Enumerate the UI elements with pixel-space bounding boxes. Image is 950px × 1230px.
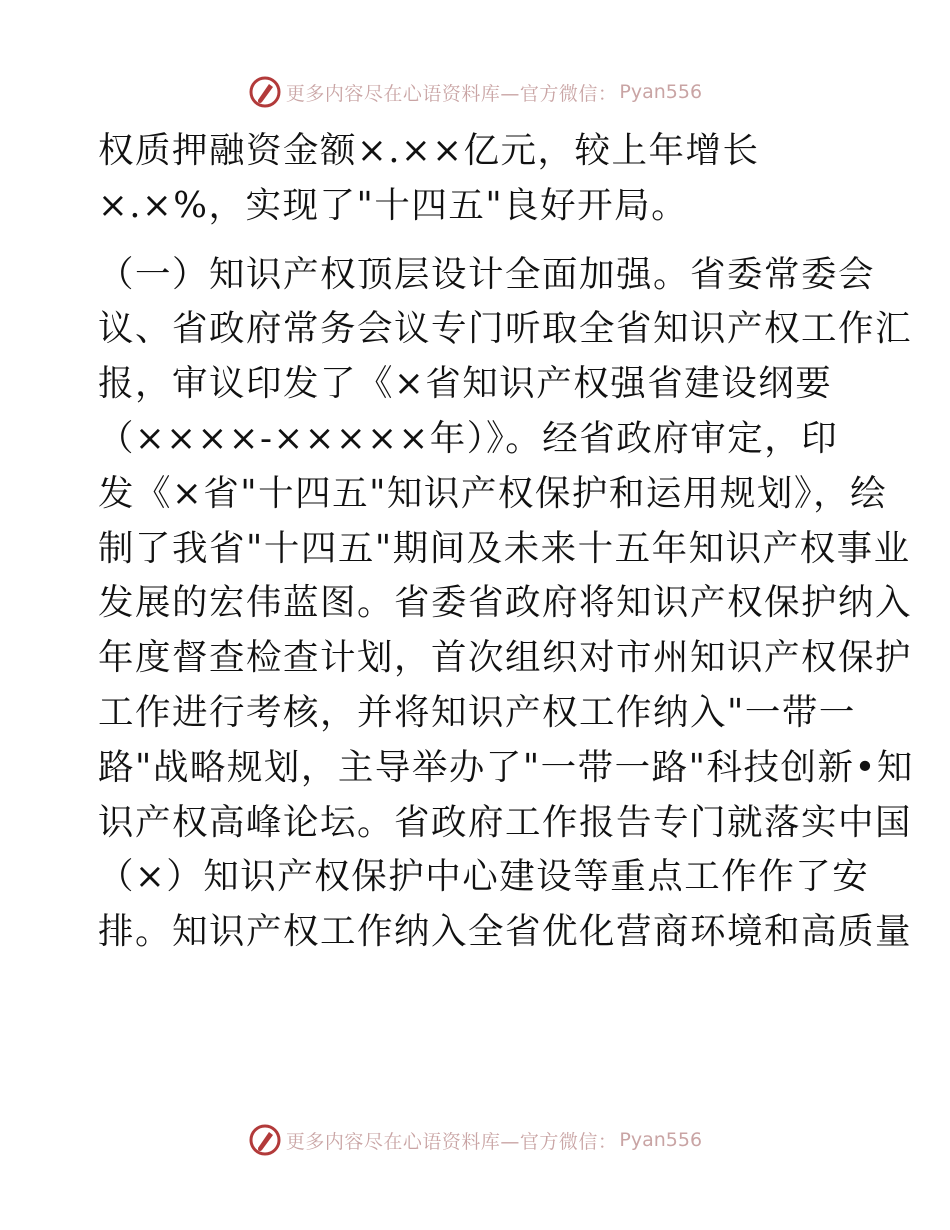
- text-line: 识产权高峰论坛。省政府工作报告专门就落实中国: [98, 801, 913, 843]
- text-line: 发《×省"十四五"知识产权保护和运用规划》，绘: [98, 472, 888, 514]
- watermark-account: Pyan556: [619, 1129, 703, 1151]
- pen-nib-circle-icon: [248, 1123, 282, 1157]
- text-line: 年度督查检查计划，首次组织对市州知识产权保护: [98, 637, 913, 679]
- text-line: 工作进行考核，并将知识产权工作纳入"一带一: [98, 691, 856, 733]
- document-body: [98, 124, 914, 960]
- text-line: （××××-×××××年）》。经省政府审定，印: [98, 417, 839, 459]
- text-line: 权质押融资金额×.××亿元，较上年增长: [98, 130, 760, 171]
- text-line: 议、省政府常务会议专门听取全省知识产权工作汇: [98, 308, 913, 350]
- text-line: （×）知识产权保护中心建设等重点工作作了安: [98, 856, 870, 898]
- section-heading-line: （一）知识产权顶层设计全面加强。省委常委会: [98, 253, 876, 295]
- watermark-banner-bottom: [0, 1120, 950, 1160]
- text-line: 报，审议印发了《×省知识产权强省建设纲要: [98, 363, 833, 405]
- watermark-account: Pyan556: [619, 81, 703, 103]
- watermark-text: 更多内容尽在心语资料库—官方微信：: [285, 82, 618, 105]
- text-line: 路"战略规划，主导举办了"一带一路"科技创新•知: [98, 746, 914, 788]
- watermark-text: 更多内容尽在心语资料库—官方微信：: [285, 1130, 618, 1153]
- text-line: 发展的宏伟蓝图。省委省政府将知识产权保护纳入: [98, 582, 913, 624]
- text-line: ×.×%，实现了"十四五"良好开局。: [98, 184, 689, 226]
- watermark-banner-top: [0, 72, 950, 112]
- pen-nib-circle-icon: [248, 75, 282, 109]
- text-line: 制了我省"十四五"期间及未来十五年知识产权事业: [98, 527, 911, 569]
- text-line: 排。知识产权工作纳入全省优化营商环境和高质量: [98, 911, 913, 953]
